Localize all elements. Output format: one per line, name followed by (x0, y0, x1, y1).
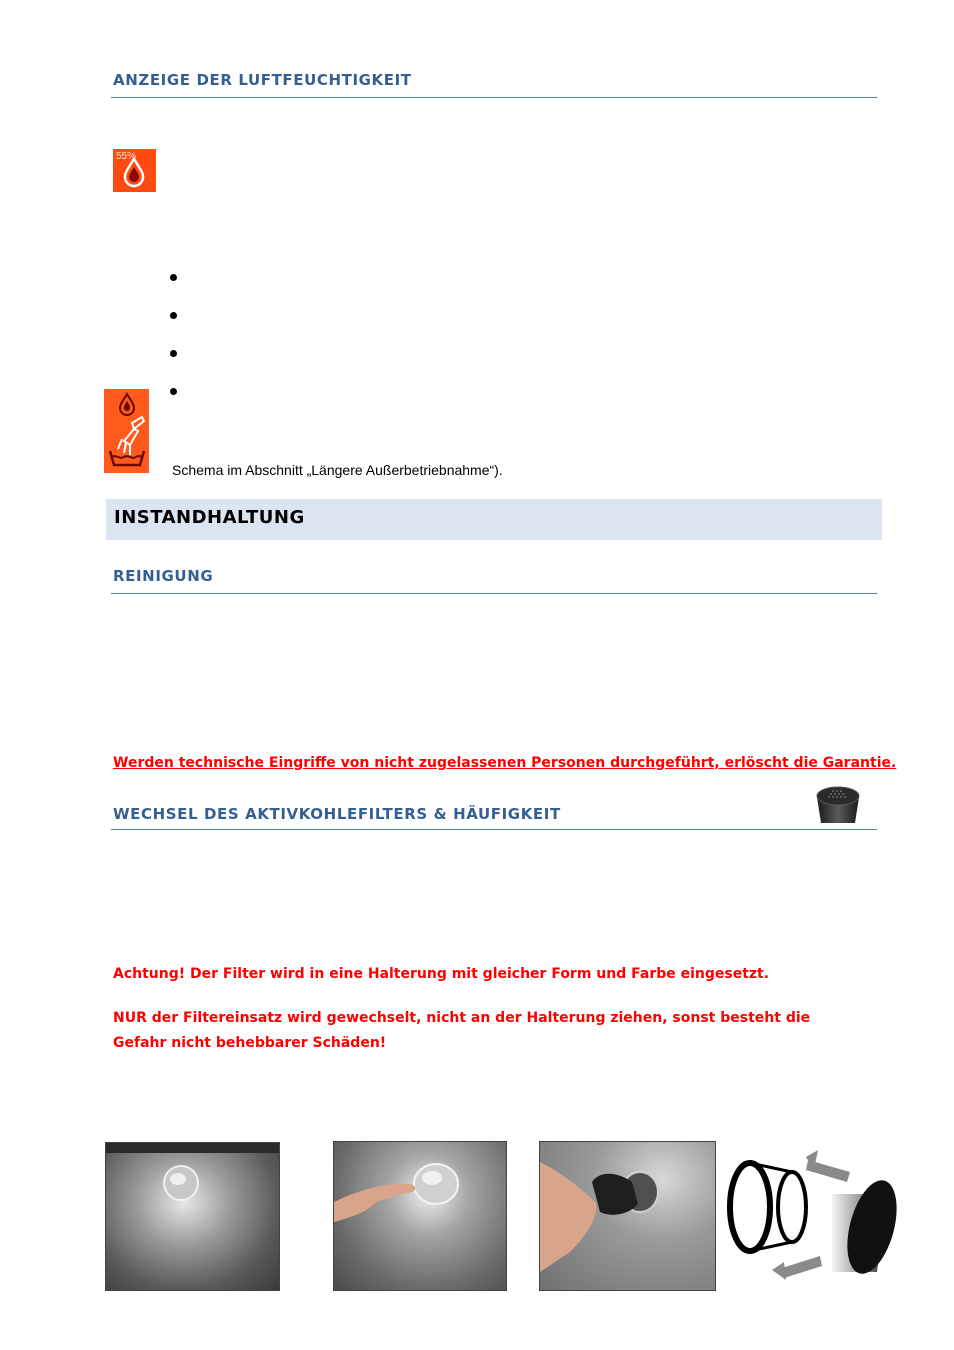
schema-reference-text: Schema im Abschnitt „Längere Außerbetriebnahme“). (172, 462, 503, 478)
humidity-icon-value: 55% (116, 151, 137, 162)
filter-assembly-diagram (722, 1142, 900, 1282)
list-bullet (170, 350, 177, 357)
drain-water-icon (104, 389, 149, 473)
heading-rule (111, 97, 877, 98)
humidity-icon (113, 149, 156, 192)
filter-holder-photo (105, 1142, 280, 1291)
list-bullet (170, 312, 177, 319)
filter-insertion-photo (539, 1141, 716, 1291)
filter-heading: WECHSEL DES AKTIVKOHLEFILTERS & HÄUFIGKEIT (113, 805, 561, 823)
filter-warning-1: Achtung! Der Filter wird in eine Halterung mit gleicher Form und Farbe eingesetzt. (113, 966, 770, 982)
filter-warning-2: NUR der Filtereinsatz wird gewechselt, nicht an der Halterung ziehen, sonst besteht die Gefahr nicht behebbarer Schäden! (113, 1010, 811, 1051)
humidity-heading: ANZEIGE DER LUFTFEUCHTIGKEIT (113, 71, 412, 89)
heading-rule (111, 829, 877, 830)
heading-rule (111, 593, 877, 594)
guarantee-warning: Werden technische Eingriffe von nicht zugelassenen Personen durchgeführt, erlöscht die Garantie. (113, 755, 897, 771)
cleaning-heading: REINIGUNG (113, 567, 214, 585)
maintenance-heading: INSTANDHALTUNG (114, 507, 305, 528)
maintenance-section-band (106, 499, 882, 540)
filter-removal-photo (333, 1141, 507, 1291)
list-bullet (170, 388, 177, 395)
list-bullet (170, 274, 177, 281)
filter-cartridge-icon (811, 783, 861, 829)
